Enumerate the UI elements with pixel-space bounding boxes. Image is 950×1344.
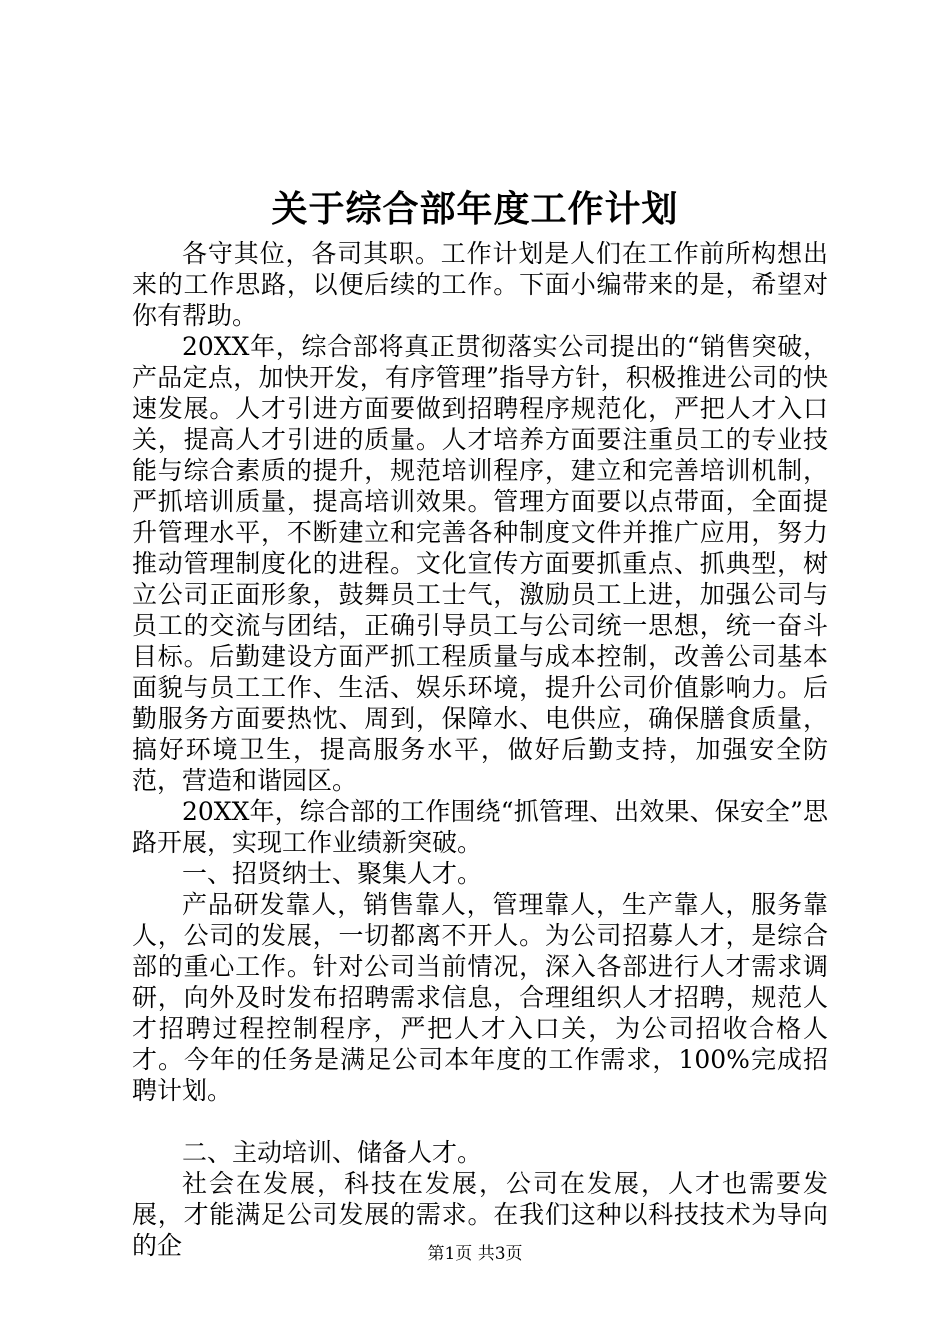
document-title: 关于综合部年度工作计划 — [271, 188, 679, 230]
paragraph-theme: 20XX年，综合部的工作围绕“抓管理、出效果、保安全”思路开展，实现工作业绩新突破。 — [132, 797, 828, 857]
paragraph-intro: 各守其位，各司其职。工作计划是人们在工作前所构想出来的工作思路，以便后续的工作。下面小编带来的是，希望对你有帮助。 — [132, 239, 828, 330]
paragraph-recruitment: 产品研发靠人，销售靠人，管理靠人，生产靠人，服务靠人，公司的发展，一切都离不开人。为公司招募人才，是综合部的重心工作。针对公司当前情况，深入各部进行人才需求调研，向外及时发布招聘需求信息，合理组织人才招聘，规范人才招聘过程控制程序，严把人才入口关，为公司招收合格人才。今年的任务是满足公司本年度的工作需求，100%完成招聘计划。 — [132, 890, 828, 1105]
section-heading-2: 二、主动培训、储备人才。 — [182, 1138, 483, 1167]
paragraph-training: 社会在发展，科技在发展，公司在发展，人才也需要发展，才能满足公司发展的需求。在我们这种以科技技术为导向的企 — [132, 1169, 828, 1260]
paragraph-overview: 20XX年，综合部将真正贯彻落实公司提出的“销售突破，产品定点，加快开发，有序管理”指导方针，积极推进公司的快速发展。人才引进方面要做到招聘程序规范化，严把人才入口关，提高人才引进的质量。人才培养方面要注重员工的专业技能与综合素质的提升，规范培训程序，建立和完善培训机制，严抓培训质量，提高培训效果。管理方面要以点带面，全面提升管理水平，不断建立和完善各种制度文件并推广应用，努力推动管理制度化的进程。文化宣传方面要抓重点、抓典型，树立公司正面形象，鼓舞员工士气，激励员工上进，加强公司与员工的交流与团结，正确引导员工与公司统一思想，统一奋斗目标。后勤建设方面严抓工程质量与成本控制，改善公司基本面貌与员工工作、生活、娱乐环境，提升公司价值影响力。后勤服务方面要热忱、周到，保障水、电供应，确保膳食质量，搞好环境卫生，提高服务水平，做好后勤支持，加强安全防范，营造和谐园区。 — [132, 332, 828, 795]
document-body — [132, 238, 828, 1261]
section-heading-1: 一、招贤纳士、聚集人才。 — [182, 859, 483, 888]
page-footer: 第1页 共3页 — [427, 1244, 523, 1264]
